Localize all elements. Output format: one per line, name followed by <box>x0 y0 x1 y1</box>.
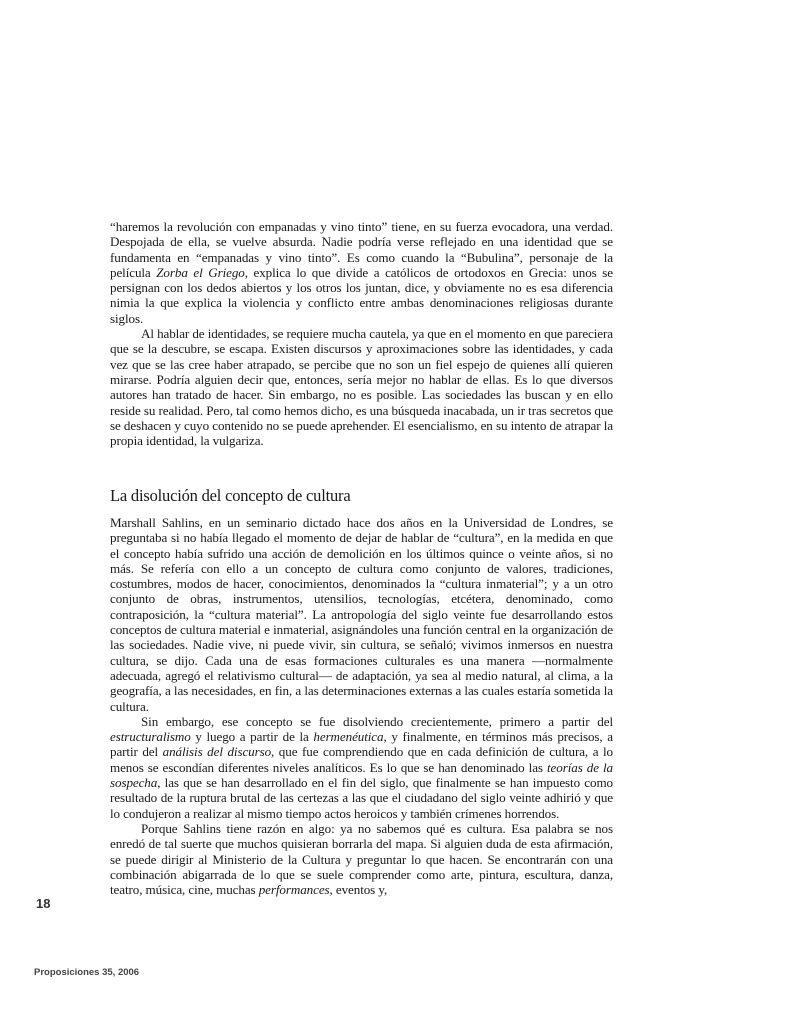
paragraph-text: , las que se han desarrollado en el fin del siglo, que finalmente se han impuesto como resultado de la ruptura brutal de las certezas a las que el ciudadano del siglo veinte adhirió y que lo condujeron a realizar al mismo tiempo actos heroicos y también crímenes horrendos. <box>110 775 613 821</box>
paragraph-text: , que fue comprendiendo que en cada definición de cultura, a lo menos se escondían diferentes niveles analíticos. Es lo que se han denominado las <box>110 744 613 775</box>
paragraph <box>110 219 613 326</box>
emphasis-term: estructuralismo <box>110 729 191 745</box>
paragraph <box>110 714 613 821</box>
body-text-section <box>110 515 613 897</box>
body-text-top <box>110 219 613 448</box>
paragraph-text: Marshall Sahlins, en un seminario dictado hace dos años en la Universidad de Londres, se preguntaba si no había llegado el momento de dejar de hablar de “cultura”, en la medida en que el concepto había sufrido una acción de demolición en los últimos quince o veinte años, si no más. Se refería con ello a un concepto de cultura como conjunto de valores, tradiciones, costumbres, modos de hacer, conocimientos, denominados la “cultura inmaterial”; y a un otro conjunto de obras, instrumentos, utensilios, tecnologías, etcétera, denominado, como contraposición, la “cultura material”. La antropología del siglo veinte fue desarrollando estos conceptos de cultura material e inmaterial, asignándoles una función central en la organización de las sociedades. Nadie vive, ni puede vivir, sin cultura, se señaló; vivimos inmersos en nuestra cultura, se dijo. Cada una de esas formaciones culturales es una manera —normalmente adecuada, agregó el relativismo cultural— de adaptación, ya sea al medio natural, al clima, a la geografía, a las necesidades, en fin, a las determinaciones externas a las cuales estaría sometida la cultura. <box>110 515 613 714</box>
emphasis-term: performances <box>258 882 330 898</box>
page-number: 18 <box>36 896 51 911</box>
paragraph-text: , explica lo que divide a católicos de ortodoxos en Grecia: unos se persignan con los dedos abiertos y los otros los juntan, dice, y obviamente no es esa diferencia nimia la que explica la violencia y conflicto entre ambas denominaciones religiosas durante siglos. <box>110 264 613 326</box>
paragraph-text: , eventos y, <box>329 882 388 898</box>
film-title: Zorba el Griego <box>156 264 245 280</box>
emphasis-term: hermenéutica <box>313 729 384 745</box>
journal-footer: Proposiciones 35, 2006 <box>34 967 140 978</box>
paragraph <box>110 515 613 714</box>
paragraph <box>110 326 613 448</box>
emphasis-term: análisis del discurso <box>162 744 272 760</box>
paragraph-text: Porque Sahlins tiene razón en algo: ya no sabemos qué es cultura. Esa palabra se nos enredó de tal suerte que muchos quisieran borrarla del mapa. Si alguien duda de esta afirmación, se puede dirigir al Ministerio de la Cultura y preguntar lo que hacen. Se encontrarán con una combinación abigarrada de lo que se suele comprender como arte, pintura, escultura, danza, teatro, música, cine, muchas <box>110 820 613 898</box>
paragraph-text: y luego a partir de la <box>190 729 314 745</box>
emphasis-term: teorías de la sospecha <box>110 759 613 791</box>
paragraph-text: “haremos la revolución con empanadas y vino tinto” tiene, en su fuerza evocadora, una verdad. Despojada de ella, se vuelve absurda. Nadie podría verse reflejado en una identidad que se fundamenta en “empanadas y vino tinto”. Es como cuando la “Bubulina”, personaje de la película <box>110 219 613 280</box>
paragraph <box>110 821 613 897</box>
paragraph-text: , y finalmente, en términos más precisos, a partir del <box>110 729 613 760</box>
section-heading: La disolución del concepto de cultura <box>110 486 351 505</box>
paragraph-text: Al hablar de identidades, se requiere mucha cautela, ya que en el momento en que pareciera que se la descubre, se escapa. Existen discursos y aproximaciones sobre las identidades, y cada vez que se las cree haber atrapado, se percibe que no son un fiel espejo de quienes allí quieren mirarse. Podría alguien decir que, entonces, sería mejor no hablar de ellas. Es lo que diversos autores han tratado de hacer. Sin embargo, no es posible. Las sociedades las buscan y en ello reside su realidad. Pero, tal como hemos dicho, es una búsqueda inacabada, un ir tras secretos que se deshacen y cuyo contenido no se puede aprehender. El esencialismo, en su intento de atrapar la propia identidad, la vulgariza. <box>110 326 613 449</box>
paragraph-text: Sin embargo, ese concepto se fue disolviendo crecientemente, primero a partir del <box>141 713 613 729</box>
